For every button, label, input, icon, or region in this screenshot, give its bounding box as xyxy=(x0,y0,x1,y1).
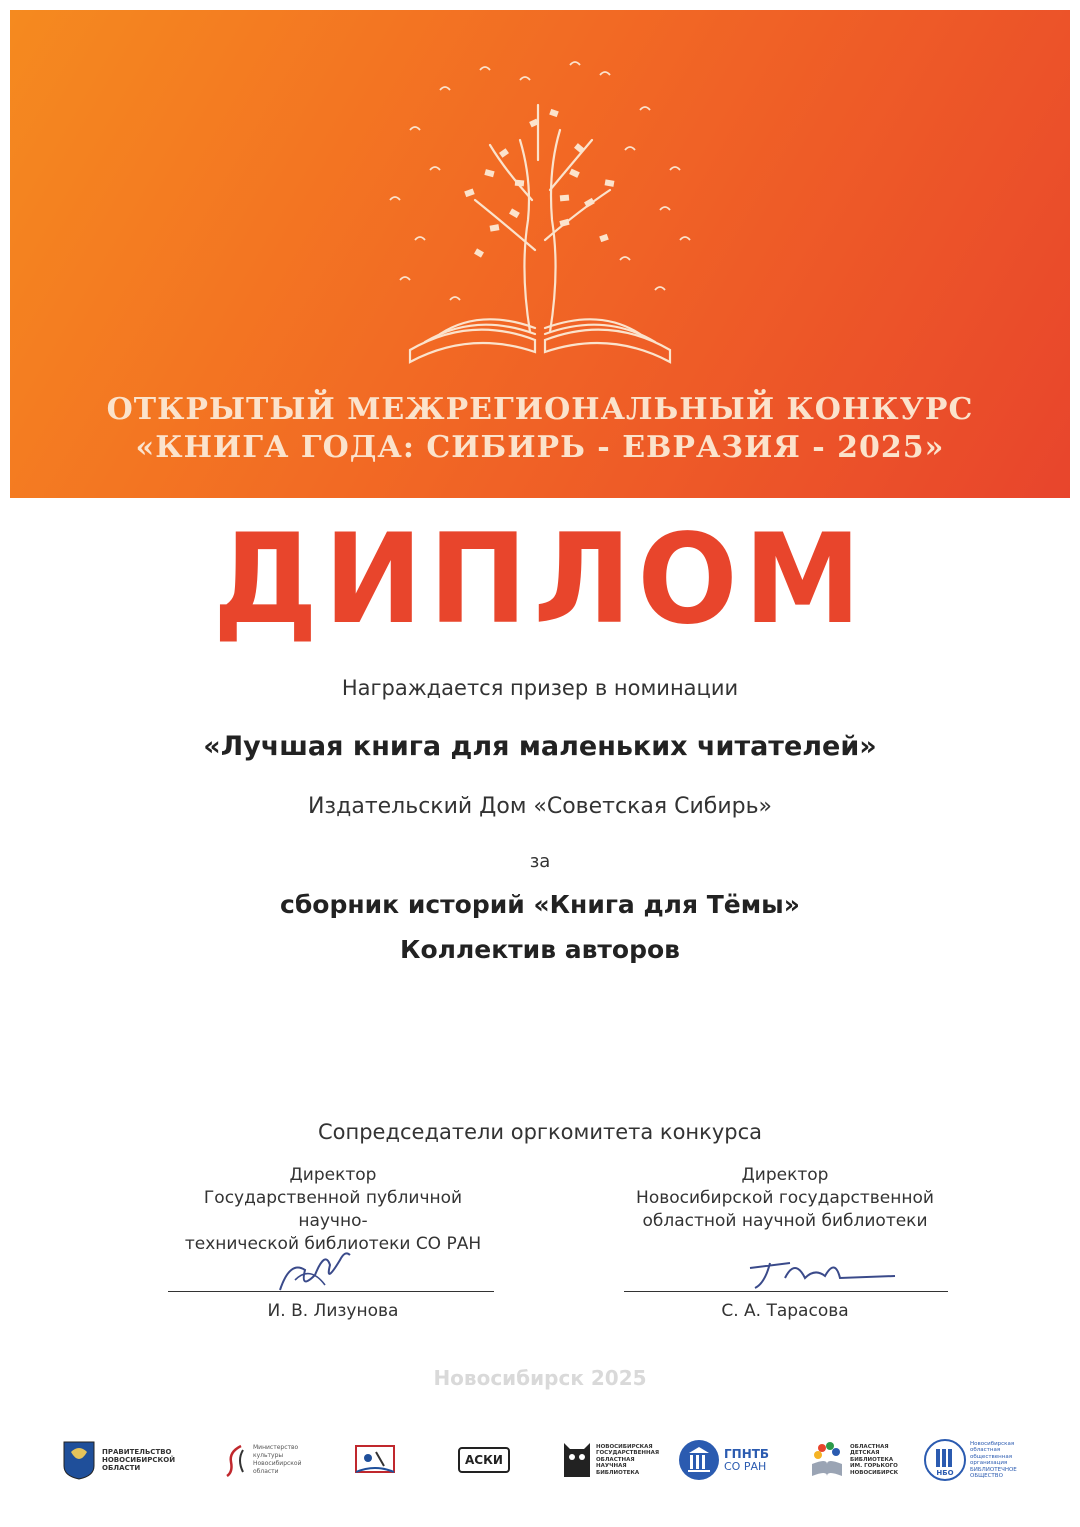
nbo-books-icon xyxy=(924,1439,966,1481)
publisher-name: Издательский Дом «Советская Сибирь» xyxy=(307,794,773,819)
open-book-icon xyxy=(352,1440,398,1480)
signer-right-role: Директор xyxy=(741,1165,829,1185)
logo-nbo-abbr: НБО xyxy=(936,1469,954,1477)
contest-title-line1: ОТКРЫТЫЙ МЕЖРЕГИОНАЛЬНЫЙ КОНКУРС xyxy=(106,392,974,427)
ministry-emblem-icon xyxy=(223,1442,249,1478)
logo-children-library-text: ОБЛАСТНАЯ ДЕТСКАЯ БИБЛИОТЕКА ИМ. ГОРЬКОГО НОВОСИБИРСК xyxy=(850,1443,899,1476)
logo-children-library xyxy=(808,1432,898,1488)
logo-gpntb xyxy=(678,1432,769,1488)
signature-right xyxy=(740,1248,900,1292)
signer-right-title xyxy=(620,1164,950,1233)
city-year: Новосибирск 2025 xyxy=(433,1366,647,1390)
header-banner xyxy=(10,10,1070,498)
logo-ngonb xyxy=(562,1432,659,1488)
logo-gov-text: ПРАВИТЕЛЬСТВО НОВОСИБИРСКОЙ ОБЛАСТИ xyxy=(102,1448,176,1472)
signer-left-role: Директор xyxy=(289,1165,377,1185)
awarded-text: Награждается призер в номинации xyxy=(341,676,739,700)
signer-right-org-line2: областной научной библиотеки xyxy=(642,1211,928,1231)
book-tree-illustration xyxy=(370,50,710,370)
owl-icon xyxy=(562,1439,592,1481)
nomination-title: «Лучшая книга для маленьких читателей» xyxy=(203,731,877,762)
signature-line-left xyxy=(168,1291,494,1292)
coat-of-arms-icon xyxy=(62,1440,96,1480)
signer-right-name: С. А. Тарасова xyxy=(721,1301,849,1321)
signer-left-org-line1: Государственной публичной научно- xyxy=(203,1188,463,1231)
logo-gpntb-label xyxy=(724,1448,769,1473)
for-text: за xyxy=(529,851,551,872)
logo-library-association xyxy=(352,1432,398,1488)
logo-gpntb-sub: СО РАН xyxy=(724,1459,767,1473)
logo-ministry-text: Министерство культуры Новосибирской области xyxy=(253,1444,302,1475)
book-star-icon xyxy=(808,1440,846,1480)
logo-aski xyxy=(458,1432,510,1488)
signer-left-name: И. В. Лизунова xyxy=(267,1301,399,1321)
logo-nso-government xyxy=(62,1432,175,1488)
partner-logos xyxy=(60,1432,1040,1492)
logo-nbo-text: Новосибирская областная общественная организация БИБЛИОТЕЧНОЕ ОБЩЕСТВО xyxy=(970,1440,1017,1479)
contest-title-line2: «КНИГА ГОДА: СИБИРЬ - ЕВРАЗИЯ - 2025» xyxy=(135,430,945,465)
logo-gpntb-text: ГПНТБ xyxy=(724,1446,770,1461)
signature-line-right xyxy=(624,1291,948,1292)
logo-nbo xyxy=(924,1432,1017,1488)
authors-text: Коллектив авторов xyxy=(400,935,680,964)
signer-left-org-line2: технической библиотеки СО РАН xyxy=(184,1234,482,1254)
diploma-title: ДИПЛОМ xyxy=(212,506,868,652)
logo-ministry-culture xyxy=(223,1432,302,1488)
book-title: сборник историй «Книга для Тёмы» xyxy=(280,890,800,919)
logo-ngonb-text: НОВОСИБИРСКАЯ ГОСУДАРСТВЕННАЯ ОБЛАСТНАЯ НАУЧНАЯ БИБЛИОТЕКА xyxy=(596,1443,660,1476)
logo-aski-text: АСКИ xyxy=(458,1447,510,1473)
gpntb-building-icon xyxy=(678,1439,720,1481)
committee-heading: Сопредседатели оргкомитета конкурса xyxy=(317,1120,763,1144)
signer-right-org-line1: Новосибирской государственной xyxy=(636,1188,934,1208)
